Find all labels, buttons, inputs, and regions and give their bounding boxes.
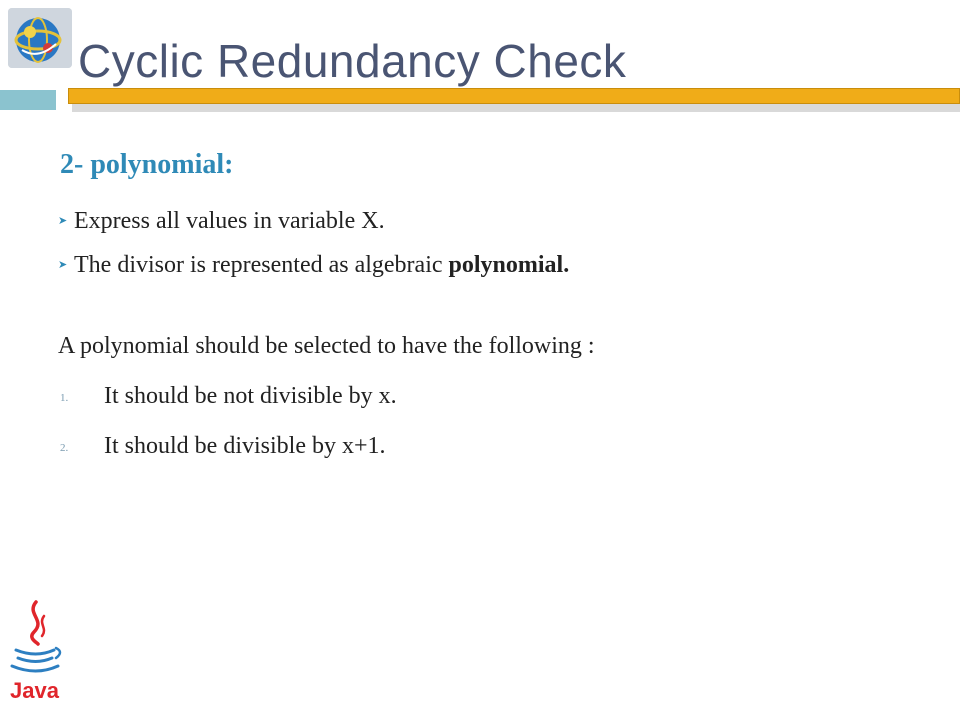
item-text: It should be divisible by x+1.: [104, 433, 386, 459]
spacer: [58, 287, 938, 321]
java-logo-icon: [6, 598, 66, 706]
arrow-bullet-icon: ➤: [58, 215, 68, 227]
section-heading: 2- polynomial:: [60, 149, 234, 180]
slide-title: Cyclic Redundancy Check: [78, 35, 627, 87]
bullet-text: The divisor is represented as algebraic: [74, 252, 449, 278]
globe-logo-icon: [8, 8, 72, 68]
bullet-item: [58, 199, 938, 243]
accent-bar: [0, 90, 56, 110]
bullet-text: Express all values in variable X.: [74, 208, 385, 234]
bullet-bold-text: polynomial.: [448, 252, 570, 278]
item-text: It should be not divisible by x.: [104, 383, 397, 409]
arrow-bullet-icon: ➤: [58, 259, 68, 271]
item-number: 1.: [60, 392, 69, 404]
numbered-item: [58, 371, 938, 421]
title-rule: [68, 88, 960, 104]
item-number: 2.: [60, 442, 69, 454]
java-logo-text: Java: [10, 678, 59, 703]
bullet-item: [58, 243, 938, 287]
intro-paragraph: A polynomial should be selected to have the following :: [58, 333, 595, 359]
numbered-item: [58, 421, 938, 471]
slide-body: [58, 145, 938, 471]
